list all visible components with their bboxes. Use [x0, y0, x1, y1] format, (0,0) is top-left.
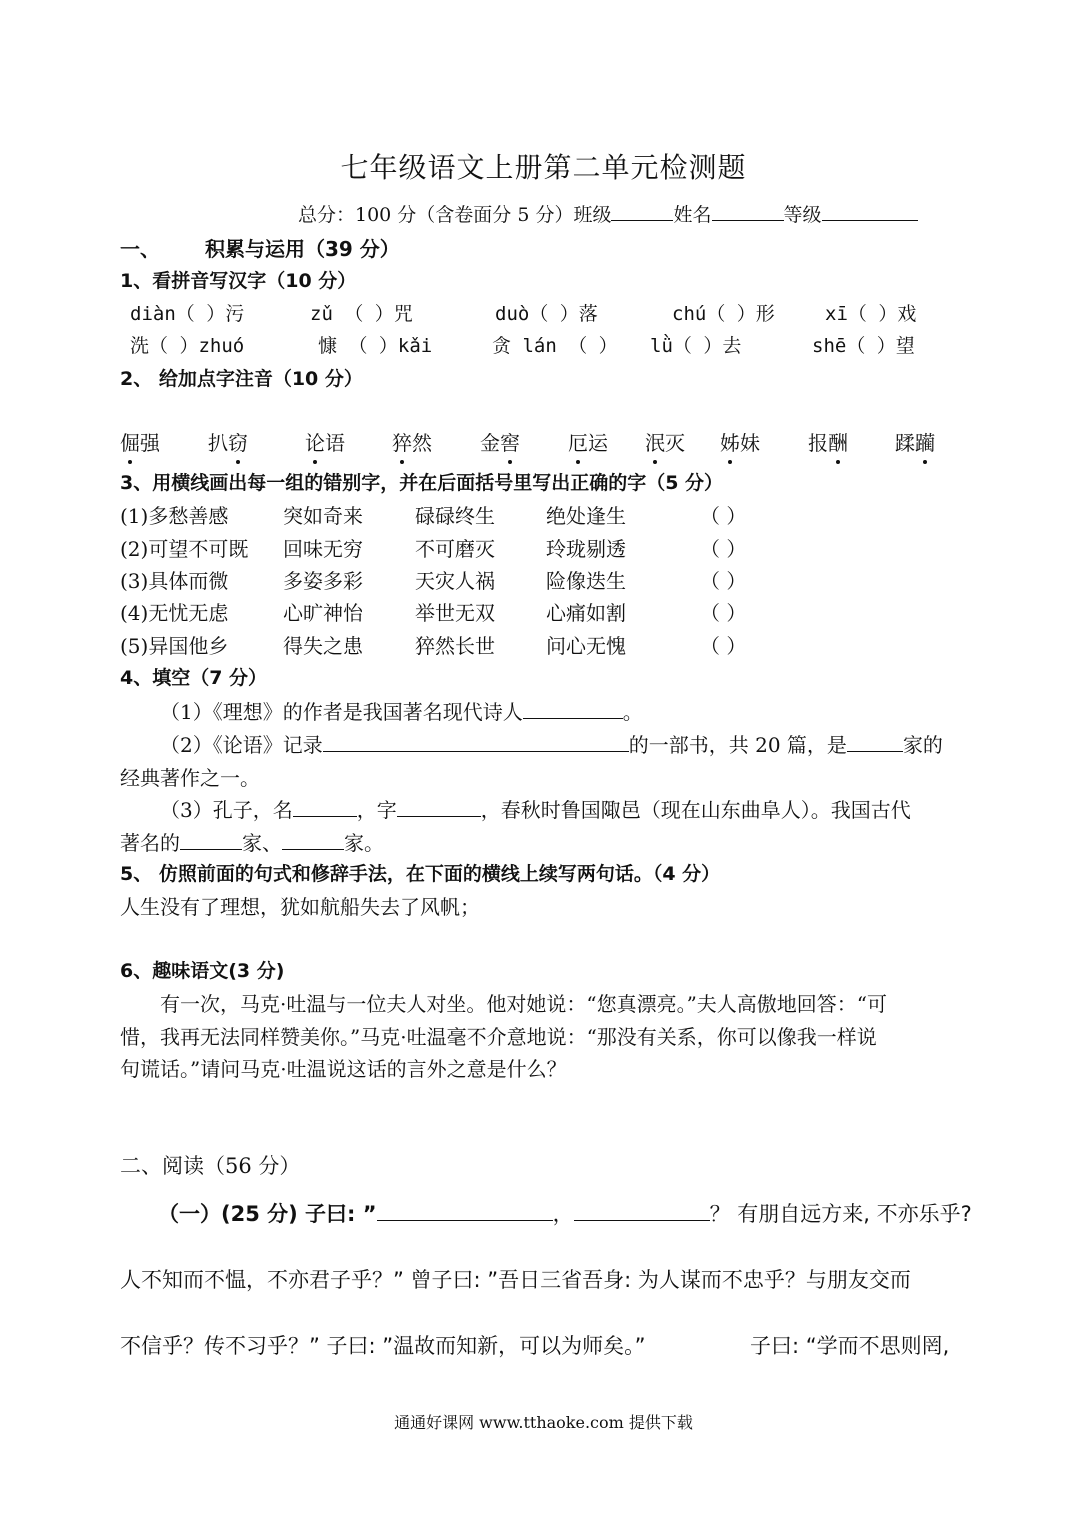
q2-char: 运 — [588, 431, 608, 455]
q1-item: zǔ （ ）咒 — [310, 303, 413, 325]
q3-answer-bracket[interactable]: （ ） — [700, 504, 747, 528]
q2-char: 金 — [480, 431, 500, 455]
q2-char: 厄 — [568, 427, 588, 456]
q3-idiom: 猝然长世 — [415, 634, 495, 658]
q6-line: 惜，我再无法同样赞美你。”马克·吐温毫不介意地说：“那没有关系，你可以像我一样说 — [120, 1025, 877, 1049]
q1-item: duò（ ）落 — [495, 303, 598, 325]
part1-number: 一、 — [120, 237, 160, 261]
q1-item: chú（ ）形 — [672, 303, 775, 325]
q2-char: 强 — [140, 431, 160, 455]
q1-item: shē（ ）望 — [812, 335, 915, 357]
q2-word — [895, 427, 935, 456]
q4-text: ，字 — [356, 798, 397, 822]
q4-line1 — [160, 696, 643, 725]
q4-title: 4、填空（7 分） — [120, 667, 268, 689]
q2-char: 报 — [808, 431, 828, 455]
q2-char: 窖 — [500, 427, 520, 456]
q5-title: 5、 仿照前面的句式和修辞手法，在下面的横线上续写两句话。（4 分） — [120, 863, 721, 885]
q3-idiom: (3)具体而微 — [120, 569, 229, 593]
q3-idiom: (5)异国他乡 — [120, 634, 229, 658]
footer: 通通好课网 www.tthaoke.com 提供下载 — [394, 1413, 693, 1432]
school-blank[interactable] — [847, 733, 903, 752]
q4-line3 — [160, 794, 911, 823]
q3-idiom: (2)可望不可既 — [120, 537, 249, 561]
q1-item: 洗（ ）zhuó — [130, 335, 245, 357]
part1-heading: 积累与运用（39 分） — [205, 237, 400, 261]
q2-char: 语 — [325, 431, 345, 455]
q2-word — [305, 427, 345, 456]
q3-answer-bracket[interactable]: （ ） — [700, 634, 747, 658]
q3-answer-bracket[interactable]: （ ） — [700, 537, 747, 561]
zi-blank[interactable] — [397, 798, 481, 817]
grade-blank[interactable] — [822, 202, 918, 221]
q3-idiom: 天灾人祸 — [415, 569, 495, 593]
q5-prompt: 人生没有了理想，犹如航船失去了风帆； — [120, 895, 480, 919]
q2-char: 蹂 — [895, 431, 915, 455]
q2-word — [568, 427, 608, 456]
q4-text: ，春秋时鲁国陬邑（现在山东曲阜人）。我国古代 — [480, 798, 911, 822]
q3-idiom: 绝处逢生 — [546, 504, 626, 528]
q3-answer-bracket[interactable]: （ ） — [700, 569, 747, 593]
name-label: 姓名 — [673, 204, 712, 226]
q3-idiom: (4)无忧无虑 — [120, 601, 229, 625]
poet-blank[interactable] — [523, 700, 623, 719]
q6-title: 6、趣味语文(3 分) — [120, 960, 285, 982]
q2-char: 酬 — [828, 427, 848, 456]
lunyu-blank-2[interactable] — [574, 1202, 710, 1221]
reading-line1 — [158, 1198, 972, 1228]
q1-item: lǜ（ ）去 — [650, 335, 742, 357]
q1-item: xī（ ）戏 — [825, 303, 917, 325]
class-blank[interactable] — [611, 202, 673, 221]
q4-text: 。 — [622, 700, 643, 724]
q4-text: 著名的 — [120, 831, 180, 855]
name-blank[interactable] — [712, 202, 784, 221]
lunyu-blank[interactable] — [323, 733, 629, 752]
q4-line2b: 经典著作之一。 — [120, 766, 260, 790]
q4-text: （3）孔子，名 — [160, 798, 293, 822]
q4-text: 家、 — [242, 831, 282, 855]
q3-idiom: 险像迭生 — [546, 569, 626, 593]
q2-char: 倔 — [120, 427, 140, 456]
q4-text: 家的 — [902, 733, 943, 757]
q2-char: 窃 — [228, 427, 248, 456]
q2-word — [208, 427, 248, 456]
reading-text: ？ 有朋自远方来, 不亦乐乎? — [709, 1202, 972, 1226]
q2-char: 然 — [412, 431, 432, 455]
q2-char: 灭 — [665, 431, 685, 455]
famous-blank-2[interactable] — [282, 831, 344, 850]
reading-text: （一）(25 分) 子曰: ” — [158, 1202, 377, 1226]
q3-idiom: 回味无穷 — [283, 537, 363, 561]
grade-label: 等级 — [783, 204, 822, 226]
q4-text: 的一部书，共 20 篇，是 — [628, 733, 847, 757]
part2-heading: 二、阅读（56 分） — [120, 1154, 301, 1178]
q3-idiom: (1)多愁善感 — [120, 504, 229, 528]
q4-text: （2）《论语》记录 — [160, 733, 323, 757]
q2-char: 躏 — [915, 427, 935, 456]
q3-idiom: 心旷神怡 — [283, 601, 363, 625]
q1-item: diàn（ ）污 — [130, 303, 245, 325]
q6-line: 有一次，马克·吐温与一位夫人对坐。他对她说：“您真漂亮。”夫人高傲地回答：“可 — [160, 992, 888, 1016]
q6-line: 句谎话。”请问马克·吐温说这话的言外之意是什么？ — [120, 1057, 567, 1081]
q3-answer-bracket[interactable]: （ ） — [700, 601, 747, 625]
q4-text: 家。 — [344, 831, 384, 855]
q2-char: 扒 — [208, 431, 228, 455]
q2-word — [480, 427, 520, 456]
q2-char: 猝 — [392, 427, 412, 456]
reading-line3a: 不信乎？传不习乎？” 子曰: ”温故而知新，可以为师矣。” — [120, 1334, 646, 1358]
q2-word — [120, 427, 160, 456]
q3-idiom: 玲珑剔透 — [546, 537, 626, 561]
q3-idiom: 碌碌终生 — [415, 504, 495, 528]
q2-title: 2、 给加点字注音（10 分） — [120, 368, 363, 390]
q3-idiom: 突如奇来 — [283, 504, 363, 528]
q3-idiom: 不可磨灭 — [415, 537, 495, 561]
q3-idiom: 问心无愧 — [546, 634, 626, 658]
q2-word — [808, 427, 848, 456]
ming-blank[interactable] — [293, 798, 357, 817]
q3-title: 3、用横线画出每一组的错别字，并在后面括号里写出正确的字（5 分） — [120, 472, 724, 494]
lunyu-blank-1[interactable] — [377, 1202, 553, 1221]
q2-word — [645, 427, 685, 456]
q2-char: 姊 — [720, 427, 740, 456]
famous-blank-1[interactable] — [180, 831, 242, 850]
reading-text: ， — [552, 1202, 574, 1226]
q2-word — [720, 427, 760, 456]
total-score-label: 总分：100 分（含卷面分 5 分）班级 — [298, 204, 612, 226]
q4-text: （1）《理想》的作者是我国著名现代诗人 — [160, 700, 523, 724]
reading-line3b: 子曰: “学而不思则罔, — [750, 1334, 950, 1358]
page-title: 七年级语文上册第二单元检测题 — [340, 151, 747, 184]
q3-idiom: 多姿多彩 — [283, 569, 363, 593]
q3-idiom: 举世无双 — [415, 601, 495, 625]
q3-idiom: 心痛如割 — [546, 601, 626, 625]
q2-word — [392, 427, 432, 456]
q1-item: 贪 lán （ ） — [492, 335, 618, 357]
score-header — [298, 200, 918, 227]
reading-line2: 人不知而不愠，不亦君子乎？” 曾子曰: ”吾日三省吾身: 为人谋而不忠乎？与朋友交而 — [120, 1268, 911, 1292]
q2-char: 论 — [305, 427, 325, 456]
q3-idiom: 得失之患 — [283, 634, 363, 658]
q2-char: 妹 — [740, 431, 760, 455]
q1-title: 1、看拼音写汉字（10 分） — [120, 270, 357, 292]
q4-line2 — [160, 729, 943, 758]
q4-line4 — [120, 827, 384, 856]
q1-item: 慷 （ ）kǎi — [318, 335, 433, 357]
q2-char: 泯 — [645, 427, 665, 456]
